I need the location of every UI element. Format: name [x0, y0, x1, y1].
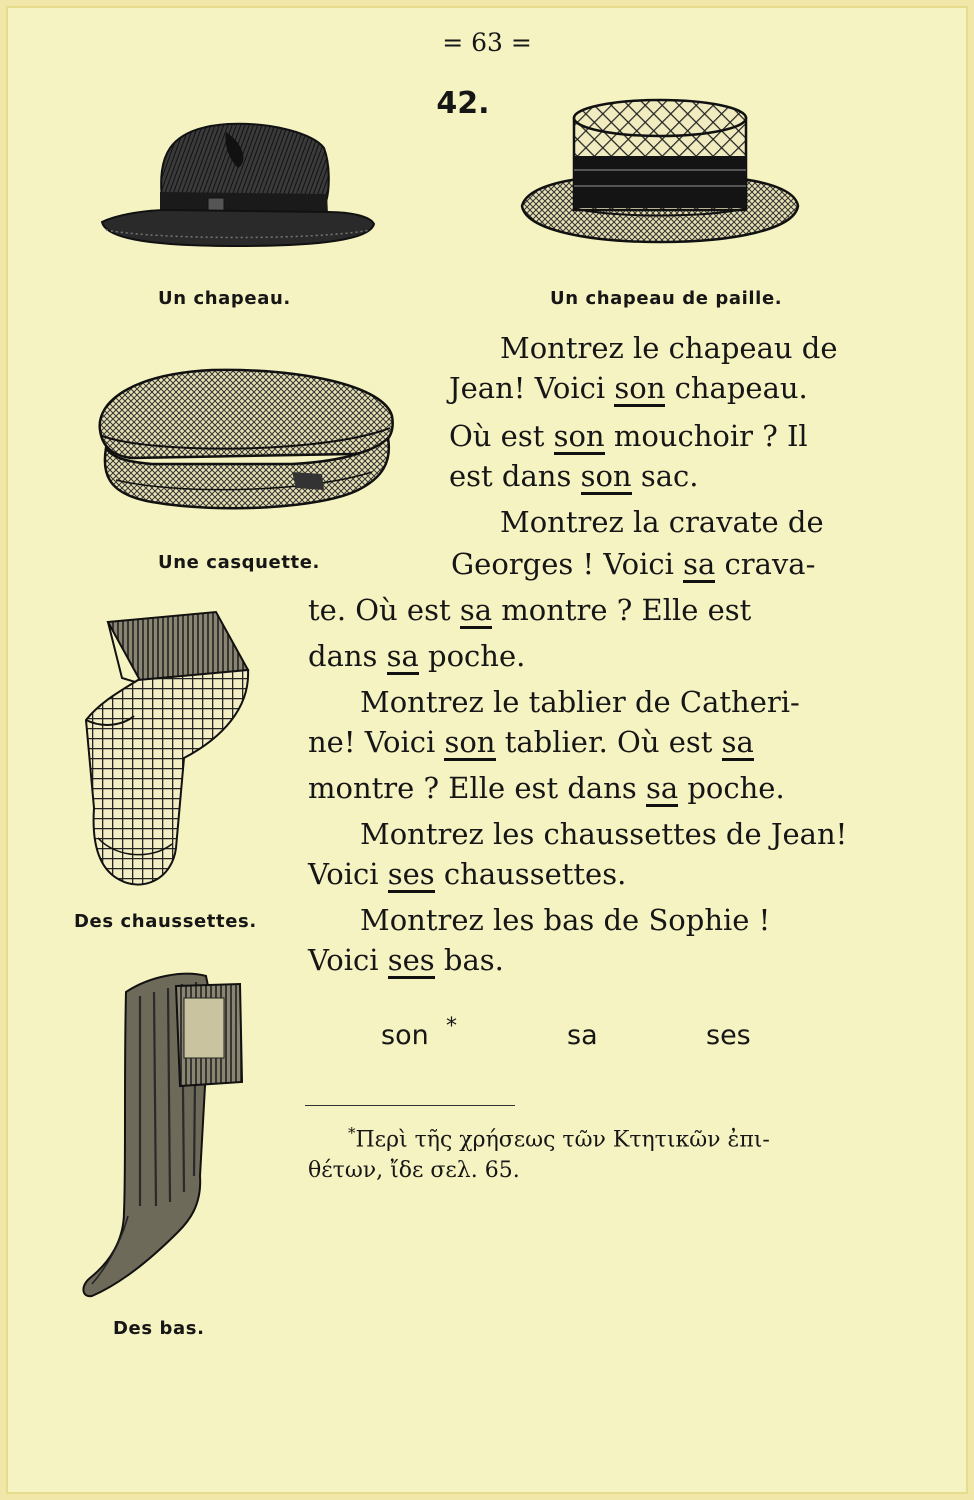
page-number: = 63 = — [442, 28, 532, 57]
caption-straw-hat: Un chapeau de paille. — [550, 288, 783, 309]
text-line-13: Voici ses chaussettes. — [308, 857, 627, 891]
text-line-10: ne! Voici son tablier. Où est sa — [308, 725, 754, 759]
text-line-3: Où est son mouchoir ? Il — [449, 419, 808, 453]
footnote-line-2: θέτων, ἴδε σελ. 65. — [308, 1158, 520, 1183]
text-line-5: Montrez la cravate de — [500, 505, 824, 539]
possessive-word: son — [614, 371, 666, 405]
sock-illustration — [72, 608, 262, 898]
stocking-illustration — [80, 966, 250, 1301]
text-line-7: te. Où est sa montre ? Elle est — [308, 593, 752, 627]
possessive-word: son — [580, 459, 632, 493]
caption-hat: Un chapeau. — [158, 288, 291, 309]
possessive-word: son — [553, 419, 605, 453]
possessive-word: sa — [459, 593, 493, 627]
text-line-12: Montrez les chaussettes de Jean! — [360, 817, 848, 851]
straw-hat-illustration — [518, 96, 802, 246]
hat-illustration — [98, 118, 378, 248]
lesson-number: 42. — [436, 86, 490, 121]
possessive-son: son — [381, 1020, 429, 1051]
possessive-word: sa — [386, 639, 419, 673]
possessive-word: sa — [645, 771, 679, 805]
possessive-word: ses — [387, 943, 435, 977]
footnote-line-1: *Περὶ τῆς χρήσεως τῶν Κτητικῶν ἐπι- — [348, 1124, 770, 1153]
caption-socks: Des chaussettes. — [74, 911, 257, 932]
text-line-4: est dans son sac. — [449, 459, 699, 493]
text-line-15: Voici ses bas. — [308, 943, 504, 977]
possessive-word: sa — [721, 725, 754, 759]
possessive-word: son — [444, 725, 496, 759]
text-line-14: Montrez les bas de Sophie ! — [360, 903, 771, 937]
text-line-9: Montrez le tablier de Catheri- — [360, 685, 800, 719]
possessive-sa: sa — [567, 1020, 598, 1051]
asterisk-marker: * — [446, 1014, 457, 1039]
text-line-1: Montrez le chapeau de — [500, 331, 838, 365]
footnote-divider — [305, 1105, 515, 1106]
text-line-2: Jean! Voici son chapeau. — [449, 371, 808, 405]
caption-cap: Une casquette. — [158, 552, 320, 573]
cap-illustration — [92, 362, 398, 522]
possessive-word: ses — [387, 857, 435, 891]
caption-stockings: Des bas. — [113, 1318, 205, 1339]
text-line-8: dans sa poche. — [308, 639, 526, 673]
possessive-ses: ses — [706, 1020, 751, 1051]
text-line-11: montre ? Elle est dans sa poche. — [308, 771, 785, 805]
possessive-word: sa — [683, 547, 716, 581]
text-line-6: Georges ! Voici sa crava- — [451, 547, 816, 581]
